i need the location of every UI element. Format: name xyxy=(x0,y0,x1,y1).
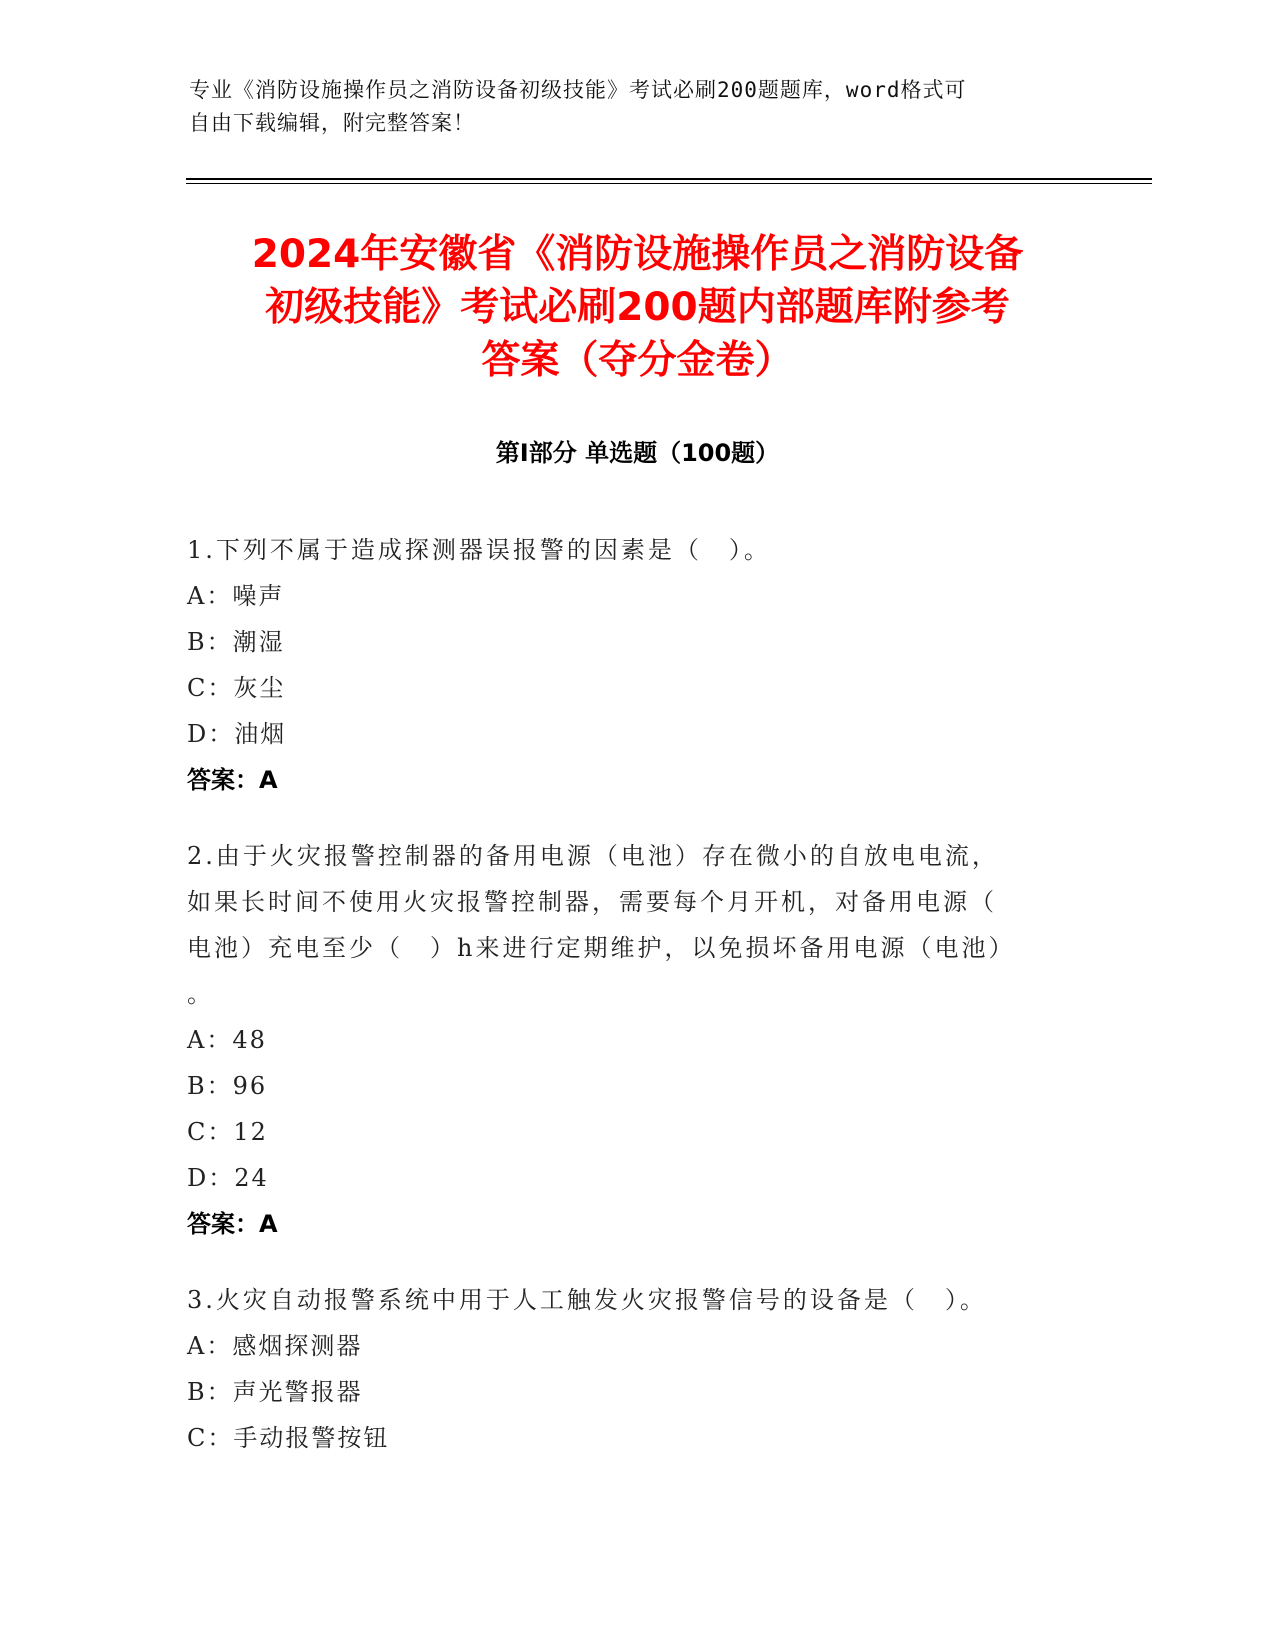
option-a: A：感烟探测器 xyxy=(187,1332,363,1360)
title-line-1: 2024年安徽省《消防设施操作员之消防设备 xyxy=(251,232,1024,277)
option-d: D：24 xyxy=(187,1164,269,1192)
question-list xyxy=(187,527,1077,1491)
question-stem: 1.下列不属于造成探测器误报警的因素是（ ）。 xyxy=(187,536,771,564)
question-stem-line-4: 。 xyxy=(187,980,214,1008)
title-line-2: 初级技能》考试必刷200题内部题库附参考 xyxy=(265,285,1010,330)
option-b: B：96 xyxy=(187,1072,268,1100)
question-stem: 3.火灾自动报警系统中用于人工触发火灾报警信号的设备是（ ）。 xyxy=(187,1286,987,1314)
option-a: A：噪声 xyxy=(187,582,285,610)
option-c: C：手动报警按钮 xyxy=(187,1424,390,1452)
section-title: 第Ⅰ部分 单选题（100题） xyxy=(495,439,780,467)
option-c: C：灰尘 xyxy=(187,674,286,702)
question-stem-line-3: 电池）充电至少（ ）h来进行定期维护，以免损坏备用电源（电池） xyxy=(187,934,1016,962)
question-stem-line-1: 2.由于火灾报警控制器的备用电源（电池）存在微小的自放电电流， xyxy=(187,842,999,870)
option-d: D：油烟 xyxy=(187,720,287,748)
document-title xyxy=(160,228,1115,387)
question-stem-line-2: 如果长时间不使用火灾报警控制器，需要每个月开机，对备用电源（ xyxy=(187,888,997,916)
option-b: B：潮湿 xyxy=(187,628,285,656)
header-line-1: 专业《消防设施操作员之消防设备初级技能》考试必刷200题题库，word格式可 xyxy=(189,78,967,102)
title-line-3: 答案（夺分金卷） xyxy=(481,338,794,383)
answer-label: 答案：A xyxy=(187,1210,278,1238)
question-3 xyxy=(187,1277,1077,1461)
option-a: A：48 xyxy=(187,1026,267,1054)
question-1 xyxy=(187,527,1077,803)
page-header xyxy=(189,74,1089,140)
option-b: B：声光警报器 xyxy=(187,1378,363,1406)
header-line-2: 自由下载编辑，附完整答案！ xyxy=(189,111,475,135)
header-divider-thick xyxy=(186,178,1152,180)
answer-label: 答案：A xyxy=(187,766,278,794)
question-2 xyxy=(187,833,1077,1247)
header-divider-thin xyxy=(186,183,1152,184)
option-c: C：12 xyxy=(187,1118,268,1146)
